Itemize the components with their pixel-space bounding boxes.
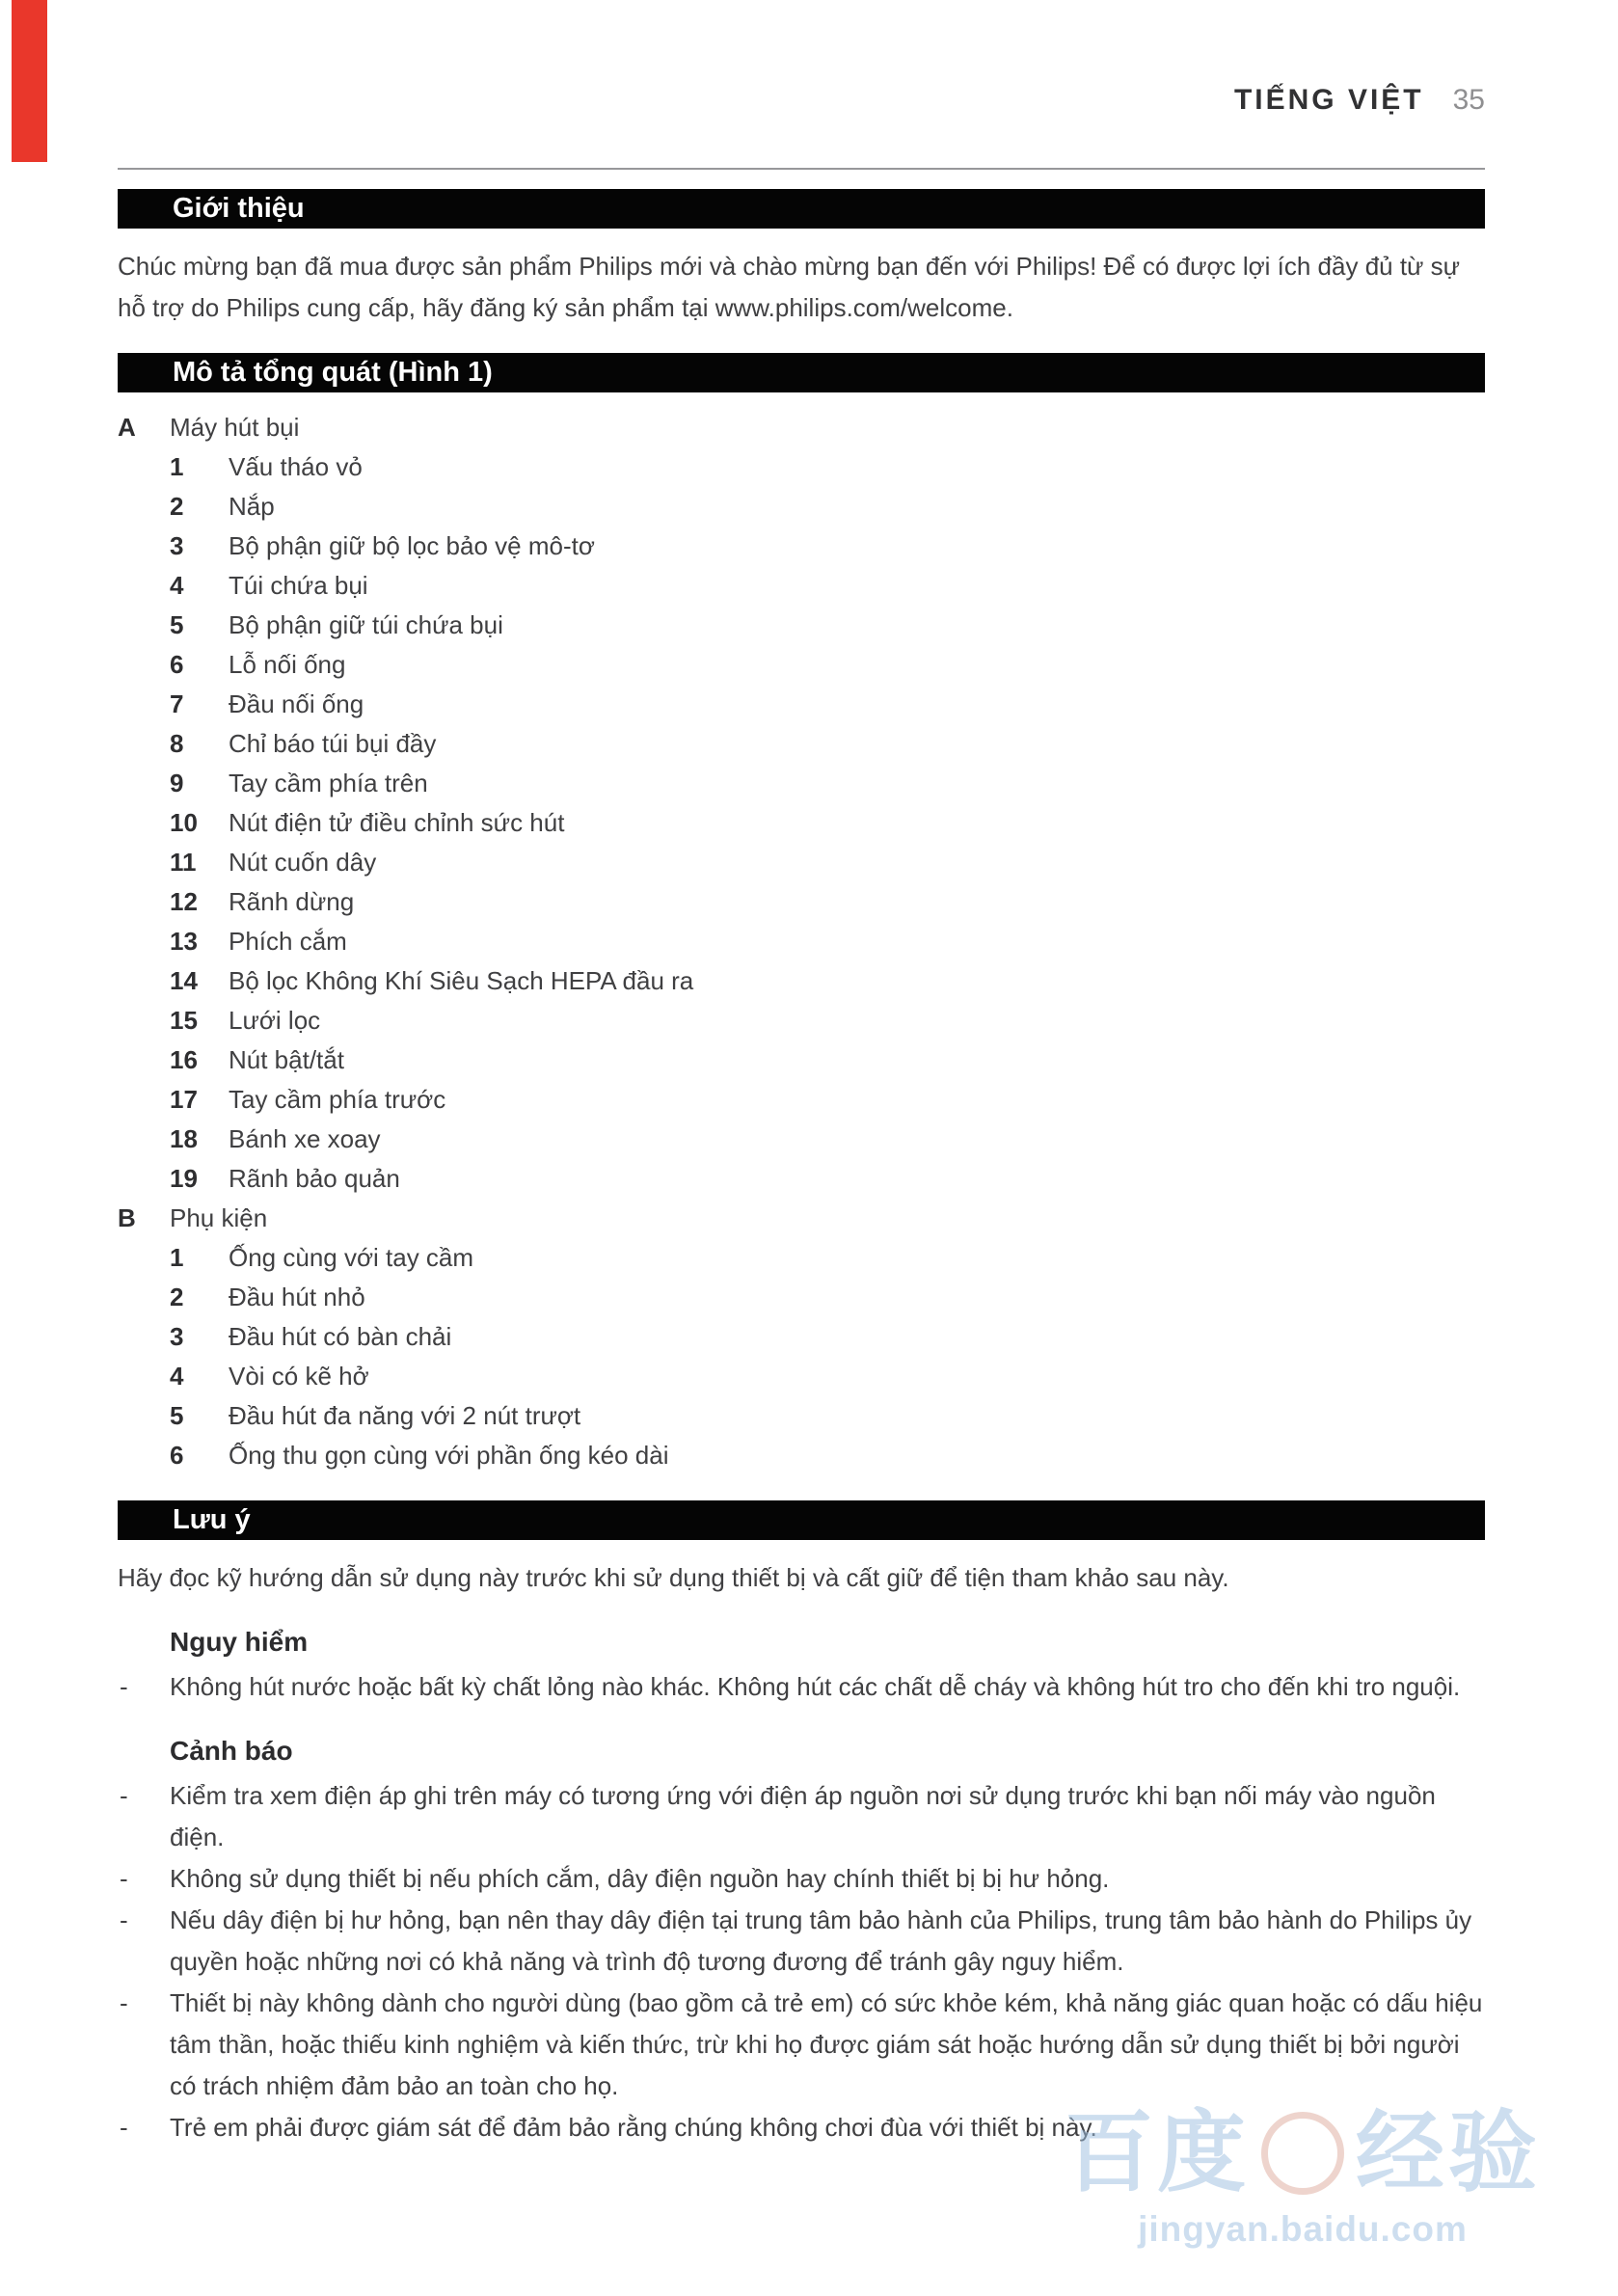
part-number: 2 (170, 492, 184, 521)
parts-list-vacuum (118, 447, 1485, 1199)
group-label: B (118, 1203, 136, 1232)
part-number: 7 (170, 689, 184, 718)
section-title: Mô tả tổng quát (Hình 1) (173, 357, 493, 388)
part-number: 5 (170, 610, 184, 639)
part-item (118, 447, 1485, 487)
part-name: Tay cầm phía trên (229, 769, 428, 797)
section-header-intro (118, 189, 1485, 229)
part-number: 5 (170, 1401, 184, 1430)
part-number: 12 (170, 887, 198, 916)
part-name: Nút điện tử điều chỉnh sức hút (229, 808, 565, 837)
part-name: Bánh xe xoay (229, 1124, 381, 1153)
part-item (118, 803, 1485, 843)
warning-item: - Trẻ em phải được giám sát để đảm bảo rằng chúng không chơi đùa với thiết bị này. (118, 2107, 1485, 2148)
part-item (118, 566, 1485, 606)
part-name: Nắp (229, 492, 275, 521)
part-item (118, 487, 1485, 527)
warning-heading: Cảnh báo (170, 1736, 293, 1766)
part-name: Ống cùng với tay cầm (229, 1243, 474, 1272)
part-number: 11 (170, 848, 197, 877)
group-title: Máy hút bụi (170, 413, 300, 442)
part-number: 13 (170, 927, 198, 956)
danger-heading: Nguy hiểm (170, 1627, 309, 1657)
note-intro: Hãy đọc kỹ hướng dẫn sử dụng này trước khi sử dụng thiết bị và cất giữ để tiện tham khảo sau này. (118, 1563, 1229, 1592)
part-item (118, 685, 1485, 724)
part-name: Bộ phận giữ bộ lọc bảo vệ mô-tơ (229, 531, 595, 560)
group-title: Phụ kiện (170, 1203, 268, 1232)
page-number: 35 (1452, 84, 1485, 116)
part-number: 14 (170, 966, 198, 995)
part-number: 18 (170, 1124, 198, 1153)
part-item (118, 1238, 1485, 1278)
watermark-url: jingyan.baidu.com (1138, 2209, 1468, 2249)
section-header-overview (118, 353, 1485, 392)
part-name: Lỗ nối ống (229, 650, 346, 679)
part-name: Phích cắm (229, 927, 347, 956)
part-name: Rãnh dừng (229, 887, 355, 916)
part-number: 3 (170, 1322, 184, 1351)
warning-item: - Nếu dây điện bị hư hỏng, bạn nên thay dây điện tại trung tâm bảo hành của Philips, trung tâm bảo hành do Philips ủy quyền hoặc những nơi có khả năng và trình độ tương đương để tránh gây nguy hiểm. (118, 1900, 1485, 1983)
group-label: A (118, 413, 136, 442)
part-number: 4 (170, 571, 184, 600)
part-item (118, 1278, 1485, 1317)
warning-item: - Thiết bị này không dành cho người dùng (bao gồm cả trẻ em) có sức khỏe kém, khả năng giác quan hoặc có dấu hiệu tâm thần, hoặc thiếu kinh nghiệm và kiến thức, trừ khi họ được giám sát hoặc hướng dẫn sử dụng thiết bị bởi người có trách nhiệm đảm bảo an toàn cho họ. (118, 1983, 1485, 2107)
parts-area (118, 408, 1485, 1475)
language-label: TIẾNG VIỆT (1233, 84, 1424, 116)
danger-list (118, 1666, 1485, 1708)
part-name: Vòi có kẽ hở (229, 1362, 369, 1391)
part-item (118, 645, 1485, 685)
part-name: Tay cầm phía trước (229, 1085, 446, 1114)
part-item (118, 882, 1485, 922)
part-item (118, 1357, 1485, 1396)
part-number: 19 (170, 1164, 198, 1193)
part-name: Rãnh bảo quản (229, 1164, 400, 1193)
part-number: 10 (170, 808, 198, 837)
part-number: 15 (170, 1006, 198, 1035)
part-item (118, 1396, 1485, 1436)
part-name: Vấu tháo vỏ (229, 452, 363, 481)
parts-group-a (118, 408, 1485, 1199)
parts-group-b (118, 1199, 1485, 1475)
part-number: 2 (170, 1283, 184, 1311)
part-item (118, 961, 1485, 1001)
part-name: Nút bật/tắt (229, 1045, 344, 1074)
part-item (118, 1317, 1485, 1357)
part-item (118, 724, 1485, 764)
part-number: 6 (170, 1441, 184, 1470)
part-name: Đầu hút đa năng với 2 nút trượt (229, 1401, 581, 1430)
section-header-note (118, 1500, 1485, 1540)
warning-item: - Không sử dụng thiết bị nếu phích cắm, dây điện nguồn hay chính thiết bị bị hư hỏng. (118, 1858, 1485, 1900)
part-number: 1 (170, 452, 184, 481)
part-number: 17 (170, 1085, 198, 1114)
intro-paragraph: Chúc mừng bạn đã mua được sản phẩm Philips mới và chào mừng bạn đến với Philips! Để có được lợi ích đầy đủ từ sự hỗ trợ do Philips cung cấp, hãy đăng ký sản phẩm tại www.philips.com/welcome. (118, 252, 1461, 322)
part-item (118, 1436, 1485, 1475)
section-title: Giới thiệu (173, 193, 305, 224)
part-item (118, 606, 1485, 645)
part-item (118, 843, 1485, 882)
part-name: Bộ phận giữ túi chứa bụi (229, 610, 503, 639)
part-name: Ống thu gọn cùng với phần ống kéo dài (229, 1441, 669, 1470)
parts-list-accessories (118, 1238, 1485, 1475)
part-number: 1 (170, 1243, 184, 1272)
part-name: Bộ lọc Không Khí Siêu Sạch HEPA đầu ra (229, 966, 694, 995)
part-name: Đầu hút nhỏ (229, 1283, 365, 1311)
part-item (118, 1120, 1485, 1159)
part-name: Nút cuốn dây (229, 848, 377, 877)
danger-item: - Không hút nước hoặc bất kỳ chất lỏng nào khác. Không hút các chất dễ cháy và không hút tro cho đến khi tro nguội. (118, 1666, 1485, 1708)
part-number: 16 (170, 1045, 198, 1074)
part-item (118, 1001, 1485, 1040)
warning-item: - Kiểm tra xem điện áp ghi trên máy có tương ứng với điện áp nguồn nơi sử dụng trước khi bạn nối máy vào nguồn điện. (118, 1775, 1485, 1858)
part-item (118, 1040, 1485, 1080)
part-name: Đầu nối ống (229, 689, 364, 718)
page-header (118, 0, 1485, 118)
part-item (118, 764, 1485, 803)
part-name: Chỉ báo túi bụi đầy (229, 729, 437, 758)
part-item (118, 527, 1485, 566)
part-number: 8 (170, 729, 184, 758)
warning-list (118, 1775, 1485, 2148)
part-item (118, 1080, 1485, 1120)
part-number: 3 (170, 531, 184, 560)
watermark-brand-left: 百度 (1064, 2104, 1250, 2202)
section-title: Lưu ý (173, 1504, 251, 1535)
part-item (118, 1159, 1485, 1199)
part-item (118, 922, 1485, 961)
part-number: 6 (170, 650, 184, 679)
header-rule (118, 168, 1485, 170)
part-name: Đầu hút có bàn chải (229, 1322, 452, 1351)
part-name: Túi chứa bụi (229, 571, 368, 600)
watermark-brand-right: 经验 (1355, 2104, 1541, 2202)
group-head (118, 408, 1485, 447)
group-head (118, 1199, 1485, 1238)
part-name: Lưới lọc (229, 1006, 321, 1035)
part-number: 4 (170, 1362, 184, 1391)
part-number: 9 (170, 769, 184, 797)
